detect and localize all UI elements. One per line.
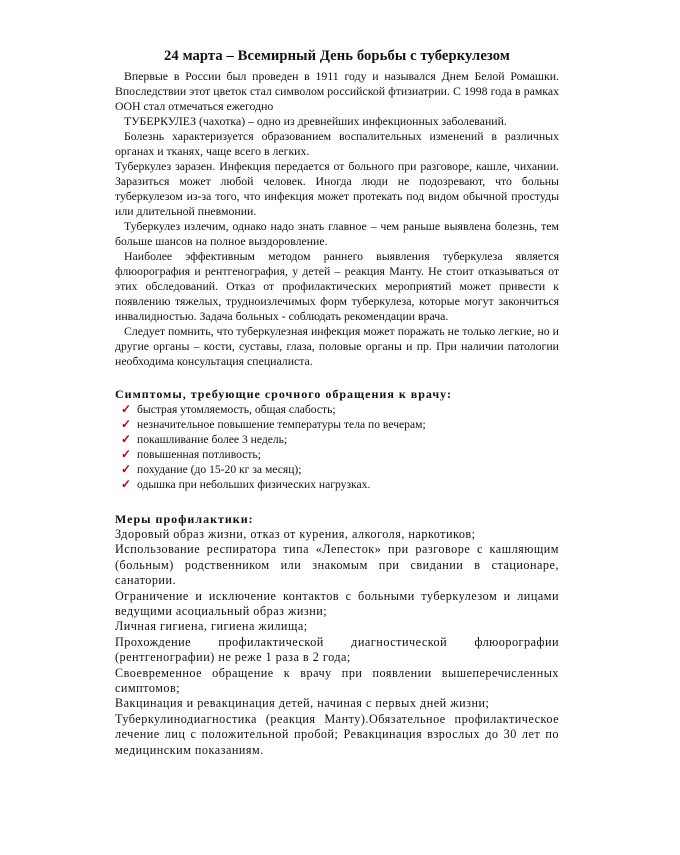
intro-paragraph: Наиболее эффективным методом раннего выявления туберкулеза является флюорография и рентгенография, у детей – реакция Манту. Не стоит отказываться от этих обследований. Отказ от профилактических мероприятий может привести к появлению тяжелых, трудноизлечимых форм туберкулеза, которые могут закончиться инвалидностью. Задача больных - соблюдать рекомендации врача. xyxy=(115,249,559,323)
prevention-heading: Меры профилактики: xyxy=(115,512,254,526)
prevention-section xyxy=(115,527,559,758)
prevention-item: Здоровый образ жизни, отказ от курения, алкоголя, наркотиков; xyxy=(115,527,476,541)
prevention-item: Туберкулинодиагностика (реакция Манту).Обязательное профилактическое лечение лиц с положительной пробой; Ревакцинация взрослых до 30 лет по медицинским показаниям. xyxy=(115,711,559,757)
intro-paragraph: ТУБЕРКУЛЕЗ (чахотка) – одно из древнейших инфекционных заболеваний. xyxy=(124,114,507,128)
page-title: 24 марта – Всемирный День борьбы с туберкулезом xyxy=(164,48,510,64)
list-item: ✓ похудание (до 15-20 кг за месяц); xyxy=(121,462,302,476)
prevention-item: Своевременное обращение к врачу при появлении вышеперечисленных симптомов; xyxy=(115,665,559,696)
document-page xyxy=(115,48,559,758)
checkmark-icon: ✓ xyxy=(121,462,132,476)
prevention-item: Прохождение профилактической диагностической флюорографии (рентгенографии) не реже 1 раза в 2 года; xyxy=(115,634,559,665)
checkmark-icon: ✓ xyxy=(121,417,132,431)
intro-paragraph: Впервые в России был проведен в 1911 году и назывался Днем Белой Ромашки. Впоследствии этот цветок стал символом российской фтизиатрии. С 1998 года в рамках ООН стал отмечаться ежегодно xyxy=(115,69,559,113)
prevention-item: Личная гигиена, гигиена жилища; xyxy=(115,619,308,634)
intro-section xyxy=(115,69,559,369)
list-item: ✓ покашливание более 3 недель; xyxy=(121,432,288,446)
intro-paragraph: Следует помнить, что туберкулезная инфекция может поражать не только легкие, но и другие органы – кости, суставы, глаза, половые органы и пр. При наличии патологии необходима консультация специалиста. xyxy=(115,324,559,368)
list-item: ✓ повышенная потливость; xyxy=(121,447,261,461)
intro-paragraph: Болезнь характеризуется образованием воспалительных изменений в различных органах и тканях, чаще всего в легких. xyxy=(115,129,559,158)
checkmark-icon: ✓ xyxy=(121,402,132,416)
intro-paragraph: Туберкулез заразен. Инфекция передается от больного при разговоре, кашле, чихании. Заразиться может любой человек. Иногда люди не подозревают, что больны туберкулезом из-за того, что инфекция может протекать под видом обычной простуды или длительной пневмонии. xyxy=(115,159,559,218)
symptoms-heading: Симптомы, требующие срочного обращения к врачу: xyxy=(115,387,453,401)
prevention-item: Использование респиратора типа «Лепесток» при разговоре с кашляющим (больным) родственником или знакомым при свидании в стационаре, санатории. xyxy=(115,542,559,588)
checkmark-icon: ✓ xyxy=(121,477,132,491)
list-item: ✓ быстрая утомляемость, общая слабость; xyxy=(121,402,336,416)
list-item: ✓ одышка при небольших физических нагрузках. xyxy=(121,477,371,491)
symptoms-list xyxy=(115,402,559,492)
prevention-item: Ограничение и исключение контактов с больными туберкулезом и лицами ведущими асоциальный образ жизни; xyxy=(115,588,559,619)
checkmark-icon: ✓ xyxy=(121,447,132,461)
list-item: ✓ незначительное повышение температуры тела по вечерам; xyxy=(121,417,426,431)
prevention-item: Вакцинация и ревакцинация детей, начиная с первых дней жизни; xyxy=(115,696,490,711)
checkmark-icon: ✓ xyxy=(121,432,132,446)
intro-paragraph: Туберкулез излечим, однако надо знать главное – чем раньше выявлена болезнь, тем больше шансов на полное выздоровление. xyxy=(115,219,559,248)
